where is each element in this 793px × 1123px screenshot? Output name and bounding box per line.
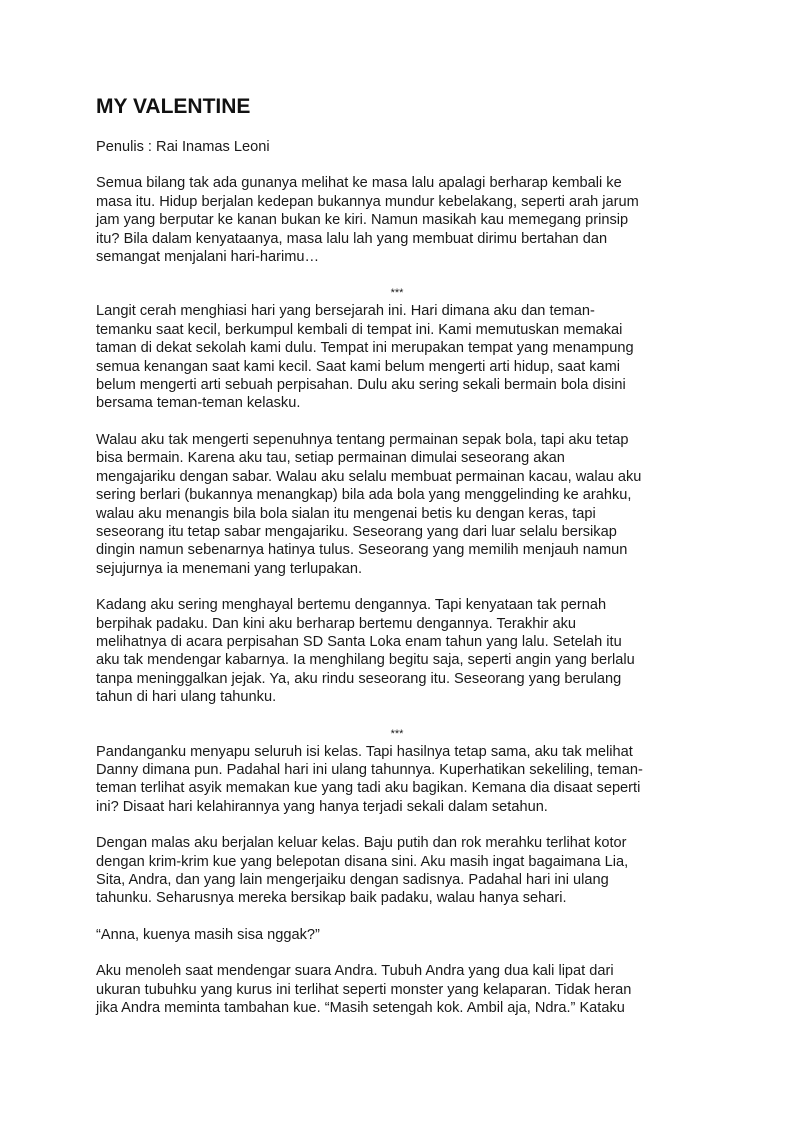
paragraph xyxy=(96,431,698,578)
paragraph-line: seseorang itu tetap sabar mengajariku. Seseorang yang dari luar selalu bersikap xyxy=(96,523,617,540)
paragraph-line: sejujurnya ia menemani yang terlupakan. xyxy=(96,560,363,577)
paragraph-line: dingin namun sebenarnya hatinya tulus. Seseorang yang memilih menjauh namun xyxy=(96,542,628,559)
paragraph-line: jika Andra meminta tambahan kue. “Masih setengah kok. Ambil aja, Ndra.” Kataku xyxy=(96,1000,625,1017)
paragraph-line: bersama teman-teman kelasku. xyxy=(96,395,301,412)
paragraph-line: melihatnya di acara perpisahan SD Santa Loka enam tahun yang lalu. Setelah itu xyxy=(96,633,622,650)
document-title: MY VALENTINE xyxy=(96,95,251,118)
paragraph-line: taman di dekat sekolah kami dulu. Tempat ini merupakan tempat yang menampung xyxy=(96,340,634,357)
paragraph-line: walau aku menangis bila bola sialan itu mengenai betis ku dengan keras, tapi xyxy=(96,505,596,522)
paragraph-line: Dengan malas aku berjalan keluar kelas. Baju putih dan rok merahku terlihat kotor xyxy=(96,835,627,852)
paragraph-line: ini? Disaat hari kelahirannya yang hanya terjadi sekali dalam setahun. xyxy=(96,798,548,815)
paragraph-line: bisa bermain. Karena aku tau, setiap permainan dimulai seseorang akan xyxy=(96,450,565,467)
paragraph-line: “Anna, kuenya masih sisa nggak?” xyxy=(96,926,320,943)
paragraph-line: mengajariku dengan sabar. Walau aku selalu membuat permainan kacau, walau aku xyxy=(96,468,642,485)
paragraph xyxy=(96,596,698,706)
document-body xyxy=(96,94,698,1017)
paragraph-line: tahun di hari ulang tahunku. xyxy=(96,689,277,706)
paragraph-line: Kadang aku sering menghayal bertemu dengannya. Tapi kenyataan tak pernah xyxy=(96,597,607,614)
paragraph-line: Sita, Andra, dan yang lain mengerjaiku dengan sadisnya. Padahal hari ini ulang xyxy=(96,872,609,888)
paragraph-line: belum mengerti arti sebuah perpisahan. Dulu aku sering sekali bermain bola disini xyxy=(96,377,626,394)
paragraph-line: semua kenangan saat kami kecil. Saat kami belum mengerti arti hidup, saat kami xyxy=(96,358,621,375)
paragraph-line: Semua bilang tak ada gunanya melihat ke masa lalu apalagi berharap kembali ke xyxy=(96,175,622,192)
section-separator: *** xyxy=(390,727,404,740)
paragraph-line: teman terlihat asyik memakan kue yang tadi aku bagikan. Kemana dia disaat seperti xyxy=(96,780,641,797)
paragraph-line: jam yang berputar ke kanan bukan ke kiri. Namun masikah kau memegang prinsip xyxy=(96,212,629,229)
paragraph-line: semangat menjalani hari-harimu… xyxy=(96,249,320,266)
paragraph xyxy=(96,962,698,1017)
paragraph-line: berpihak padaku. Dan kini aku berharap bertemu dengannya. Terakhir aku xyxy=(96,615,577,632)
paragraph-line: Pandanganku menyapu seluruh isi kelas. Tapi hasilnya tetap sama, aku tak melihat xyxy=(96,743,633,760)
paragraph-line: ukuran tubuhku yang kurus ini terlihat seperti monster yang kelaparan. Tidak heran xyxy=(96,981,632,998)
section-separator: *** xyxy=(390,287,404,300)
paragraph-line: Danny dimana pun. Padahal hari ini ulang tahunnya. Kuperhatikan sekeliling, teman- xyxy=(96,761,643,778)
paragraph-line: Langit cerah menghiasi hari yang bersejarah ini. Hari dimana aku dan teman- xyxy=(96,303,595,320)
paragraph xyxy=(96,926,698,944)
paragraph-line: aku tak mendengar kabarnya. Ia menghilang begitu saja, seperti angin yang berlalu xyxy=(96,652,635,669)
author-line: Penulis : Rai Inamas Leoni xyxy=(96,139,270,155)
paragraph xyxy=(96,834,698,908)
paragraph xyxy=(96,743,698,817)
paragraph-line: temanku saat kecil, berkumpul kembali di tempat ini. Kami memutuskan memakai xyxy=(96,321,623,338)
paragraph-line: Aku menoleh saat mendengar suara Andra. Tubuh Andra yang dua kali lipat dari xyxy=(96,963,614,980)
paragraph-line: tanpa meninggalkan jejak. Ya, aku rindu seseorang itu. Seseorang yang berulang xyxy=(96,670,622,687)
paragraph xyxy=(96,302,698,412)
paragraph-line: itu? Bila dalam kenyataanya, masa lalu lah yang membuat dirimu bertahan dan xyxy=(96,230,608,247)
paragraph xyxy=(96,174,698,266)
paragraph-line: masa itu. Hidup berjalan kedepan bukannya mundur kebelakang, seperti arah jarum xyxy=(96,193,639,210)
paragraph-line: dengan krim-krim kue yang belepotan disana sini. Aku masih ingat bagaimana Lia, xyxy=(96,853,629,870)
paragraph-line: sering berlari (bukannya menangkap) bila ada bola yang menggelinding ke arahku, xyxy=(96,487,632,504)
paragraph-line: Walau aku tak mengerti sepenuhnya tentang permainan sepak bola, tapi aku tetap xyxy=(96,431,629,448)
paragraph-line: tahunku. Seharusnya mereka bersikap baik padaku, walau hanya sehari. xyxy=(96,890,567,907)
